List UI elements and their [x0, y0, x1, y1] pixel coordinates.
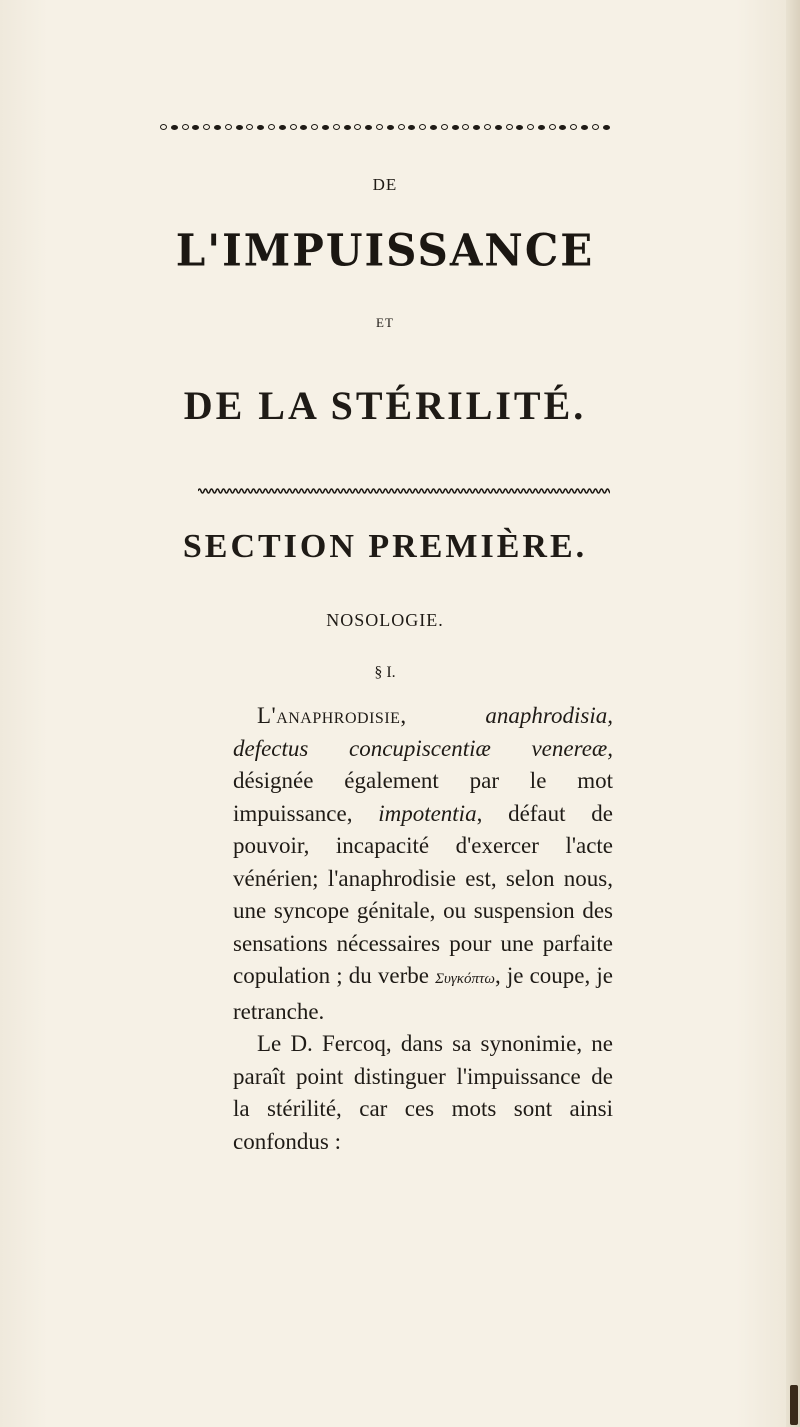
greek-term: Συγκόπτω [435, 971, 495, 987]
wavy-divider [198, 486, 610, 496]
heading-et: ET [376, 315, 394, 330]
body-text [233, 700, 613, 1158]
latin-term: anaphrodisia, defectus concupiscentiæ venereæ, [233, 703, 613, 761]
page-edge [786, 0, 800, 1427]
section-subtitle: NOSOLOGIE. [326, 610, 444, 630]
edge-mark [790, 1385, 798, 1425]
term-smallcaps: L'anaphrodisie [257, 703, 401, 728]
title-impuissance: L'IMPUISSANCE [175, 224, 595, 277]
latin-term-2: impotentia [378, 800, 477, 826]
section-title: SECTION PREMIÈRE. [182, 528, 588, 565]
top-ornament [160, 120, 610, 134]
paragraph-1: L'anaphrodisie, anaphrodisia, defectus concupiscentiæ venereæ, désignée également par le mot impuissance, impotentia, défaut de pouvoir, incapacité d'exercer l'acte vénérien; l'anaphrodisie est, selon nous, une syncope génitale, ou suspension des sensations nécessaires pour une parfaite copulation ; du verbe Συγκόπτω, je coupe, je retranche. [233, 703, 613, 1024]
title-sterilite: DE LA STÉRILITÉ. [183, 383, 587, 428]
paragraph-mark: § I. [374, 664, 396, 681]
paragraph-2: Le D. Fercoq, dans sa synonimie, ne paraît point distinguer l'impuissance de la stérilité, car ces mots sont ainsi confondus : [233, 1031, 613, 1154]
heading-de: DE [372, 175, 398, 194]
